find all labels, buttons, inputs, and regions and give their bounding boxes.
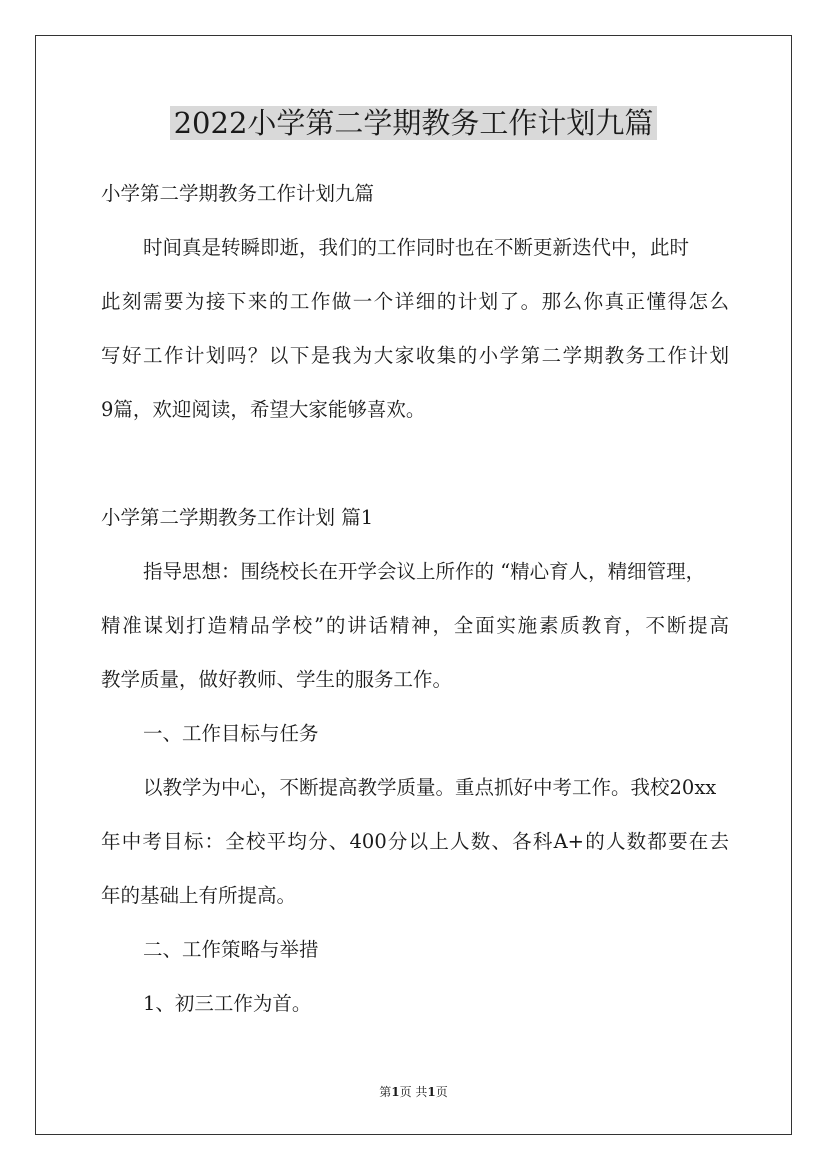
heading-goals: 一、工作目标与任务 bbox=[143, 722, 319, 745]
footer-prefix: 第 bbox=[379, 1085, 392, 1099]
goals-line-1: 以教学为中心，不断提高教学质量。重点抓好中考工作。我校20xx bbox=[143, 776, 717, 799]
intro-line-4: 9篇，欢迎阅读，希望大家能够喜欢。 bbox=[101, 398, 426, 421]
footer-page-number: 1 bbox=[391, 1085, 400, 1099]
document-subtitle: 小学第二学期教务工作计划九篇 bbox=[101, 182, 375, 205]
guiding-line-1: 指导思想：围绕校长在开学会议上所作的 “精心育人，精细管理， bbox=[143, 560, 706, 583]
footer-suffix: 页 bbox=[435, 1085, 448, 1099]
item-1: 1、初三工作为首。 bbox=[143, 992, 312, 1015]
guiding-line-3: 教学质量，做好教师、学生的服务工作。 bbox=[101, 668, 453, 691]
intro-line-2: 此刻需要为接下来的工作做一个详细的计划了。那么你真正懂得怎么 bbox=[101, 290, 729, 313]
footer-page-total: 1 bbox=[427, 1085, 436, 1099]
intro-line-1: 时间真是转瞬即逝，我们的工作同时也在不断更新迭代中，此时 bbox=[143, 236, 690, 259]
page-footer bbox=[0, 1083, 827, 1100]
heading-strategy: 二、工作策略与举措 bbox=[143, 938, 319, 961]
guiding-line-2: 精准谋划打造精品学校”的讲话精神，全面实施素质教育，不断提高 bbox=[101, 614, 729, 637]
intro-line-3: 写好工作计划吗？以下是我为大家收集的小学第二学期教务工作计划 bbox=[101, 344, 729, 367]
goals-line-2: 年中考目标：全校平均分、400分以上人数、各科A+的人数都要在去 bbox=[101, 830, 729, 853]
goals-line-3: 年的基础上有所提高。 bbox=[101, 884, 297, 907]
section-heading: 小学第二学期教务工作计划 篇1 bbox=[101, 506, 374, 529]
footer-mid: 页 共 bbox=[399, 1085, 428, 1099]
document-title: 2022小学第二学期教务工作计划九篇 bbox=[0, 100, 827, 146]
